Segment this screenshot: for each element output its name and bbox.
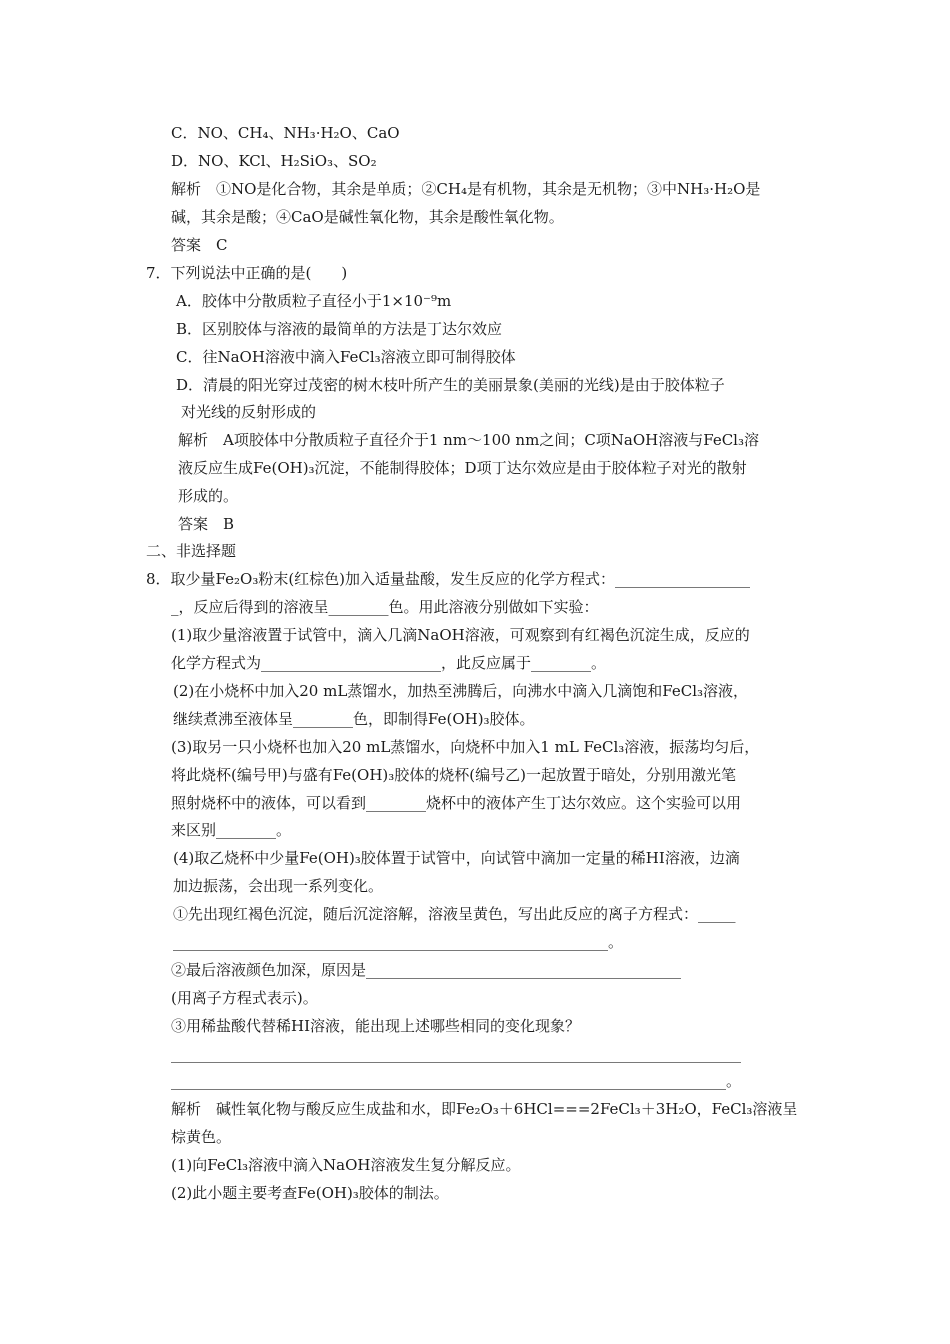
- q8-part1-line: (1)取少量溶液置于试管中，滴入几滴NaOH溶液，可观察到有红褐色沉淀生成，反应的: [171, 626, 750, 644]
- q8-sub2-line: ②最后溶液颜色加深，原因是__________________________________________: [171, 961, 682, 979]
- q8-part2-line: 继续煮沸至液体呈________色，即制得Fe(OH)₃胶体。: [173, 710, 535, 728]
- q6-option-d: D．NO、KCl、H₂SiO₃、SO₂: [171, 152, 377, 170]
- section-heading: 二、非选择题: [146, 542, 237, 560]
- q8-part3-line: 将此烧杯(编号甲)与盛有Fe(OH)₃胶体的烧杯(编号乙)一起放置于暗处，分别用激光笔: [171, 766, 736, 784]
- q7-analysis-line: 形成的。: [178, 487, 239, 505]
- q8-sub1-line: ①先出现红褐色沉淀，随后沉淀溶解，溶液呈黄色，写出此反应的离子方程式：_____: [173, 905, 736, 923]
- q8-part3-line: (3)取另一只小烧杯也加入20 mL蒸馏水，向烧杯中加入1 mL FeCl₃溶液，振荡均匀后，: [171, 738, 760, 756]
- q6-analysis-line: 解析 ①NO是化合物，其余是单质；②CH₄是有机物，其余是无机物；③中NH₃·H₂O是: [171, 180, 761, 198]
- q7-option-d-line: D．清晨的阳光穿过茂密的树木枝叶所产生的美丽景象(美丽的光线)是由于胶体粒子: [176, 376, 725, 394]
- q8-part4-line: 加边振荡，会出现一系列变化。: [173, 877, 384, 895]
- q8-sub3-line: ____________________________________________________________________________: [171, 1045, 741, 1063]
- q8-part3-line: 来区别________。: [171, 821, 292, 839]
- q6-answer: 答案 C: [171, 236, 228, 254]
- q8-analysis-line: (1)向FeCl₃溶液中滴入NaOH溶液发生复分解反应。: [171, 1156, 521, 1174]
- q7-option-a: A．胶体中分散质粒子直径小于1×10⁻⁹m: [176, 292, 452, 310]
- q8-part3-line: 照射烧杯中的液体，可以看到________烧杯中的液体产生丁达尔效应。这个实验可以用: [171, 794, 742, 812]
- q7-option-d-line: 对光线的反射形成的: [181, 403, 317, 421]
- q8-part1-line: 化学方程式为________________________，此反应属于________。: [171, 654, 607, 672]
- q8-stem-line: _，反应后得到的溶液呈________色。用此溶液分别做如下实验：: [171, 598, 599, 616]
- q6-option-c: C．NO、CH₄、NH₃·H₂O、CaO: [171, 124, 400, 142]
- q7-analysis-line: 液反应生成Fe(OH)₃沉淀，不能制得胶体；D项丁达尔效应是由于胶体粒子对光的散射: [178, 459, 747, 477]
- q7-option-c: C．往NaOH溶液中滴入FeCl₃溶液立即可制得胶体: [176, 348, 516, 366]
- q7-option-b: B．区别胶体与溶液的最简单的方法是丁达尔效应: [176, 320, 503, 338]
- q8-sub3-line: __________________________________________________________________________。: [171, 1072, 742, 1090]
- q8-sub3-line: ③用稀盐酸代替稀HI溶液，能出现上述哪些相同的变化现象？: [171, 1017, 581, 1035]
- q7-analysis-line: 解析 A项胶体中分散质粒子直径介于1 nm～100 nm之间；C项NaOH溶液与FeCl₃溶: [178, 431, 759, 449]
- q8-analysis-line: 棕黄色。: [171, 1128, 232, 1146]
- q8-analysis-line: 解析 碱性氧化物与酸反应生成盐和水，即Fe₂O₃＋6HCl===2FeCl₃＋3H₂O，FeCl₃溶液呈: [171, 1100, 798, 1118]
- q7-stem: 7．下列说法中正确的是( ): [146, 264, 348, 282]
- q6-analysis-line: 碱，其余是酸；④CaO是碱性氧化物，其余是酸性氧化物。: [171, 208, 564, 226]
- q8-stem-line: 8．取少量Fe₂O₃粉末(红棕色)加入适量盐酸，发生反应的化学方程式：__________________: [146, 570, 751, 588]
- q8-sub1-line: __________________________________________________________。: [173, 933, 624, 951]
- q7-answer: 答案 B: [178, 515, 235, 533]
- q8-part2-line: (2)在小烧杯中加入20 mL蒸馏水，加热至沸腾后，向沸水中滴入几滴饱和FeCl₃溶液，: [173, 682, 749, 700]
- q8-part4-line: (4)取乙烧杯中少量Fe(OH)₃胶体置于试管中，向试管中滴加一定量的稀HI溶液，边滴: [173, 849, 740, 867]
- q8-analysis-line: (2)此小题主要考查Fe(OH)₃胶体的制法。: [171, 1184, 449, 1202]
- q8-sub2-line: (用离子方程式表示)。: [171, 989, 318, 1007]
